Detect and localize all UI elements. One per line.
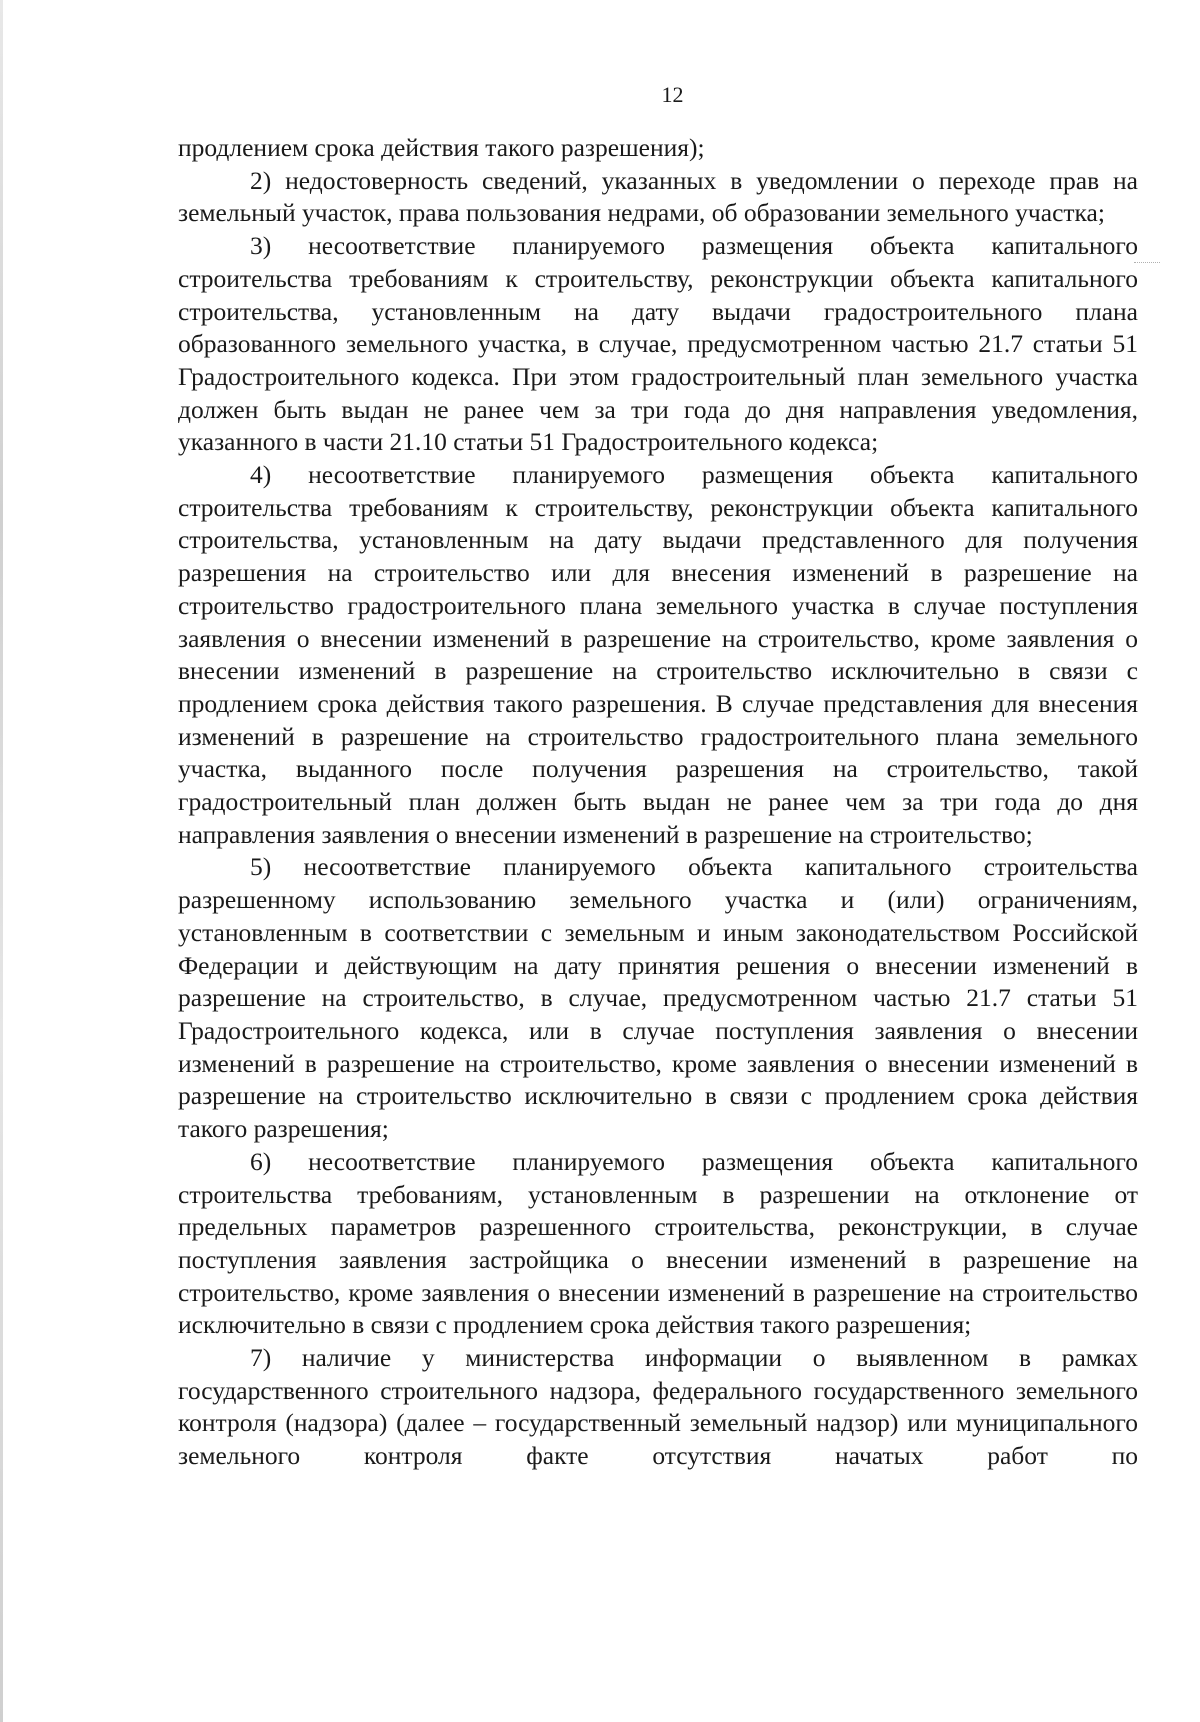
paragraph-item-6: 6) несоответствие планируемого размещения объекта капитального строительства требованиям, установленным в разрешении на отклонение от предельных параметров разрешенного строительства, реконструкции, в случае поступления заявления застройщика о внесении изменений в разрешение на строительство, кроме заявления о внесении изменений в разрешение на строительство исключительно в связи с продлением срока действия такого разрешения; [178, 1146, 1138, 1340]
page-number: 12 [661, 82, 684, 107]
paragraph-item-4: 4) несоответствие планируемого размещения объекта капитального строительства требованиям к строительству, реконструкции объекта капитального строительства, установленным на дату выдачи представленного для получения разрешения на строительство или для внесения изменений в разрешение на строительство градостроительного плана земельного участка в случае поступления заявления о внесении изменений в разрешение на строительство, кроме заявления о внесении изменений в разрешение на строительство исключительно в связи с продлением срока действия такого разрешения. В случае представления для внесения изменений в разрешение на строительство градостроительного плана земельного участка, выданного после получения разрешения на строительство, такой градостроительный план должен быть выдан не ранее чем за три года до дня направления заявления о внесении изменений в разрешение на строительство; [178, 460, 1138, 849]
paragraph-item-2: 2) недостоверность сведений, указанных в уведомлении о переходе прав на земельный участок, права пользования недрами, об образовании земельного участка; [178, 165, 1138, 228]
document-body [178, 132, 1138, 1473]
scan-edge [0, 0, 3, 1722]
paragraph-item-5: 5) несоответствие планируемого объекта капитального строительства разрешенному использованию земельного участка и (или) ограничениям, установленным в соответствии с земельным и иным законодательством Российской Федерации и действующим на дату принятия решения о внесении изменений в разрешение на строительство, в случае, предусмотренном частью 21.7 статьи 51 Градостроительного кодекса, или в случае поступления заявления о внесении изменений в разрешение на строительство, кроме заявления о внесении изменений в разрешение на строительство исключительно в связи с продлением срока действия такого разрешения; [178, 852, 1138, 1144]
paragraph-item-3: 3) несоответствие планируемого размещения объекта капитального строительства требованиям к строительству, реконструкции объекта капитального строительства, установленным на дату выдачи градостроительного плана образованного земельного участка, в случае, предусмотренном частью 21.7 статьи 51 Градостроительного кодекса. При этом градостроительный план земельного участка должен быть выдан не ранее чем за три года до дня направления уведомления, указанного в части 21.10 статьи 51 Градостроительного кодекса; [178, 231, 1138, 457]
paragraph-continuation: продлением срока действия такого разрешения); [178, 133, 705, 162]
paragraph-item-7: 7) наличие у министерства информации о выявленном в рамках государственного строительного надзора, федерального государственного земельного контроля (надзора) (далее – государственный земельный надзор) или муниципального земельного контроля факте отсутствия начатых работ по [178, 1343, 1138, 1471]
